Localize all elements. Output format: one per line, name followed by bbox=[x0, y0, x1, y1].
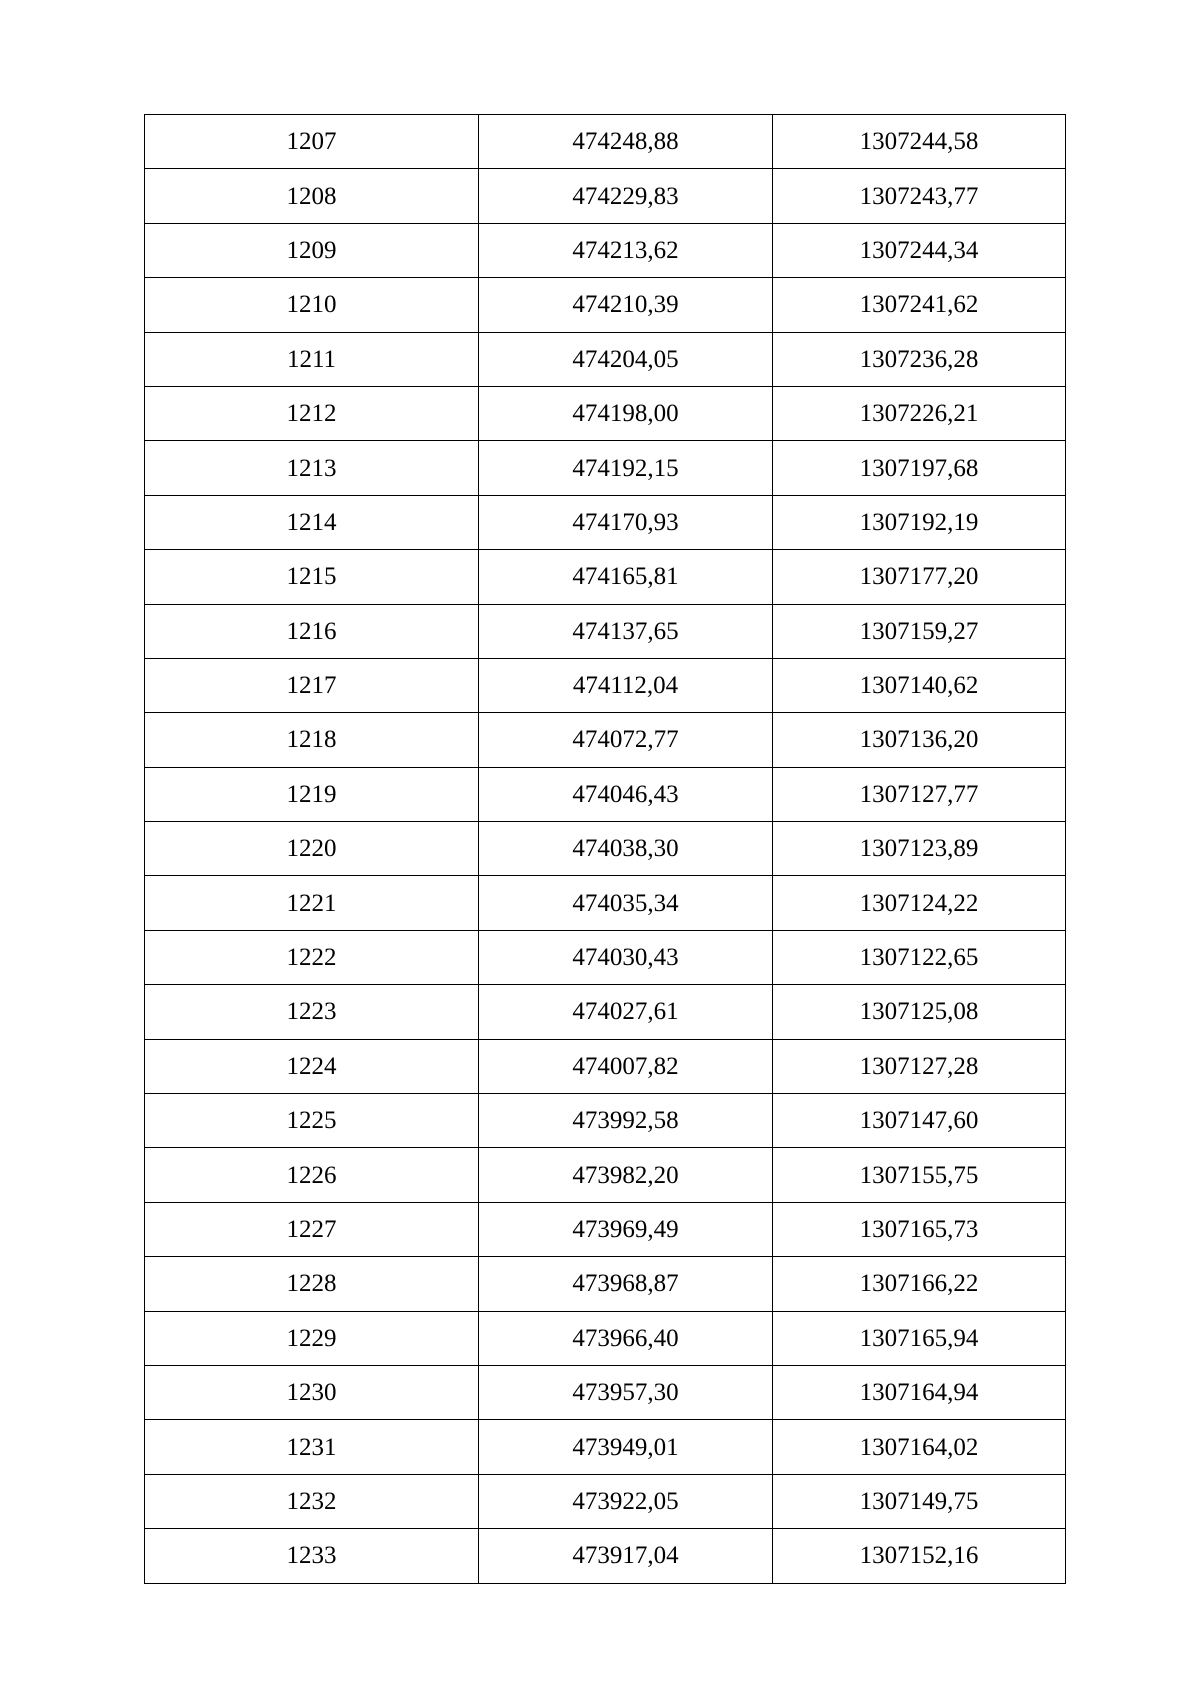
table-row bbox=[145, 1039, 1066, 1093]
x-coordinate-cell: 474198,00 bbox=[479, 386, 773, 440]
y-coordinate-cell: 1307165,94 bbox=[773, 1311, 1066, 1365]
x-coordinate-cell: 474007,82 bbox=[479, 1039, 773, 1093]
x-coordinate-cell: 474192,15 bbox=[479, 441, 773, 495]
y-coordinate-cell: 1307149,75 bbox=[773, 1474, 1066, 1528]
x-coordinate-cell: 473917,04 bbox=[479, 1529, 773, 1583]
x-coordinate-cell: 474248,88 bbox=[479, 115, 773, 169]
y-coordinate-cell: 1307155,75 bbox=[773, 1148, 1066, 1202]
x-coordinate-cell: 473969,49 bbox=[479, 1202, 773, 1256]
x-coordinate-cell: 474165,81 bbox=[479, 550, 773, 604]
table-row bbox=[145, 115, 1066, 169]
y-coordinate-cell: 1307136,20 bbox=[773, 713, 1066, 767]
point-number-cell: 1211 bbox=[145, 332, 479, 386]
y-coordinate-cell: 1307164,94 bbox=[773, 1365, 1066, 1419]
y-coordinate-cell: 1307166,22 bbox=[773, 1257, 1066, 1311]
point-number-cell: 1233 bbox=[145, 1529, 479, 1583]
y-coordinate-cell: 1307127,28 bbox=[773, 1039, 1066, 1093]
x-coordinate-cell: 474035,34 bbox=[479, 876, 773, 930]
table-row bbox=[145, 1474, 1066, 1528]
x-coordinate-cell: 473957,30 bbox=[479, 1365, 773, 1419]
point-number-cell: 1215 bbox=[145, 550, 479, 604]
point-number-cell: 1222 bbox=[145, 930, 479, 984]
x-coordinate-cell: 474170,93 bbox=[479, 495, 773, 549]
x-coordinate-cell: 474229,83 bbox=[479, 169, 773, 223]
y-coordinate-cell: 1307124,22 bbox=[773, 876, 1066, 930]
table-row bbox=[145, 930, 1066, 984]
y-coordinate-cell: 1307122,65 bbox=[773, 930, 1066, 984]
x-coordinate-cell: 473968,87 bbox=[479, 1257, 773, 1311]
table-row bbox=[145, 386, 1066, 440]
point-number-cell: 1210 bbox=[145, 278, 479, 332]
coordinates-table bbox=[144, 114, 1066, 1584]
table-row bbox=[145, 658, 1066, 712]
point-number-cell: 1225 bbox=[145, 1094, 479, 1148]
coordinates-table-body bbox=[145, 115, 1066, 1584]
x-coordinate-cell: 474210,39 bbox=[479, 278, 773, 332]
point-number-cell: 1224 bbox=[145, 1039, 479, 1093]
table-row bbox=[145, 550, 1066, 604]
y-coordinate-cell: 1307123,89 bbox=[773, 822, 1066, 876]
y-coordinate-cell: 1307147,60 bbox=[773, 1094, 1066, 1148]
table-row bbox=[145, 822, 1066, 876]
x-coordinate-cell: 473949,01 bbox=[479, 1420, 773, 1474]
table-row bbox=[145, 441, 1066, 495]
x-coordinate-cell: 474030,43 bbox=[479, 930, 773, 984]
table-row bbox=[145, 876, 1066, 930]
x-coordinate-cell: 473922,05 bbox=[479, 1474, 773, 1528]
table-row bbox=[145, 169, 1066, 223]
table-row bbox=[145, 223, 1066, 277]
point-number-cell: 1232 bbox=[145, 1474, 479, 1528]
point-number-cell: 1208 bbox=[145, 169, 479, 223]
table-row bbox=[145, 767, 1066, 821]
table-row bbox=[145, 1257, 1066, 1311]
y-coordinate-cell: 1307243,77 bbox=[773, 169, 1066, 223]
x-coordinate-cell: 474213,62 bbox=[479, 223, 773, 277]
point-number-cell: 1221 bbox=[145, 876, 479, 930]
table-row bbox=[145, 1202, 1066, 1256]
table-row bbox=[145, 495, 1066, 549]
point-number-cell: 1212 bbox=[145, 386, 479, 440]
x-coordinate-cell: 474072,77 bbox=[479, 713, 773, 767]
table-row bbox=[145, 1148, 1066, 1202]
point-number-cell: 1216 bbox=[145, 604, 479, 658]
point-number-cell: 1230 bbox=[145, 1365, 479, 1419]
y-coordinate-cell: 1307125,08 bbox=[773, 985, 1066, 1039]
y-coordinate-cell: 1307244,34 bbox=[773, 223, 1066, 277]
x-coordinate-cell: 474137,65 bbox=[479, 604, 773, 658]
point-number-cell: 1209 bbox=[145, 223, 479, 277]
y-coordinate-cell: 1307244,58 bbox=[773, 115, 1066, 169]
point-number-cell: 1228 bbox=[145, 1257, 479, 1311]
point-number-cell: 1213 bbox=[145, 441, 479, 495]
table-row bbox=[145, 1420, 1066, 1474]
point-number-cell: 1229 bbox=[145, 1311, 479, 1365]
table-row bbox=[145, 985, 1066, 1039]
x-coordinate-cell: 474046,43 bbox=[479, 767, 773, 821]
table-row bbox=[145, 1094, 1066, 1148]
y-coordinate-cell: 1307177,20 bbox=[773, 550, 1066, 604]
point-number-cell: 1226 bbox=[145, 1148, 479, 1202]
point-number-cell: 1218 bbox=[145, 713, 479, 767]
y-coordinate-cell: 1307152,16 bbox=[773, 1529, 1066, 1583]
y-coordinate-cell: 1307127,77 bbox=[773, 767, 1066, 821]
table-row bbox=[145, 713, 1066, 767]
table-row bbox=[145, 1365, 1066, 1419]
point-number-cell: 1207 bbox=[145, 115, 479, 169]
y-coordinate-cell: 1307164,02 bbox=[773, 1420, 1066, 1474]
table-row bbox=[145, 1311, 1066, 1365]
point-number-cell: 1219 bbox=[145, 767, 479, 821]
y-coordinate-cell: 1307140,62 bbox=[773, 658, 1066, 712]
point-number-cell: 1227 bbox=[145, 1202, 479, 1256]
y-coordinate-cell: 1307165,73 bbox=[773, 1202, 1066, 1256]
point-number-cell: 1220 bbox=[145, 822, 479, 876]
y-coordinate-cell: 1307241,62 bbox=[773, 278, 1066, 332]
table-row bbox=[145, 332, 1066, 386]
x-coordinate-cell: 474204,05 bbox=[479, 332, 773, 386]
point-number-cell: 1214 bbox=[145, 495, 479, 549]
y-coordinate-cell: 1307192,19 bbox=[773, 495, 1066, 549]
table-row bbox=[145, 604, 1066, 658]
y-coordinate-cell: 1307226,21 bbox=[773, 386, 1066, 440]
y-coordinate-cell: 1307236,28 bbox=[773, 332, 1066, 386]
x-coordinate-cell: 473982,20 bbox=[479, 1148, 773, 1202]
x-coordinate-cell: 474027,61 bbox=[479, 985, 773, 1039]
x-coordinate-cell: 474038,30 bbox=[479, 822, 773, 876]
y-coordinate-cell: 1307159,27 bbox=[773, 604, 1066, 658]
table-row bbox=[145, 1529, 1066, 1583]
point-number-cell: 1223 bbox=[145, 985, 479, 1039]
table-row bbox=[145, 278, 1066, 332]
point-number-cell: 1217 bbox=[145, 658, 479, 712]
point-number-cell: 1231 bbox=[145, 1420, 479, 1474]
x-coordinate-cell: 474112,04 bbox=[479, 658, 773, 712]
x-coordinate-cell: 473992,58 bbox=[479, 1094, 773, 1148]
y-coordinate-cell: 1307197,68 bbox=[773, 441, 1066, 495]
x-coordinate-cell: 473966,40 bbox=[479, 1311, 773, 1365]
